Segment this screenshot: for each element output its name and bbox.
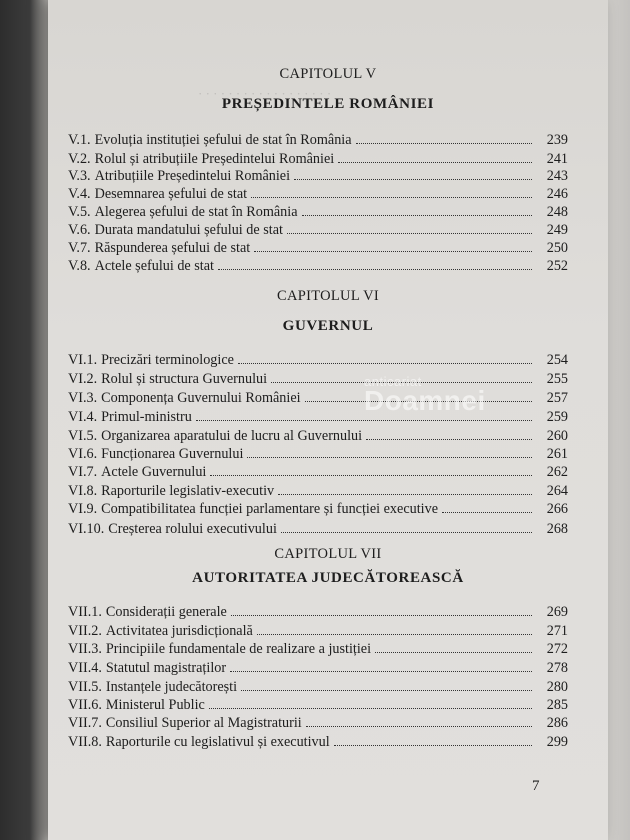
toc-entry-page: 261 — [546, 446, 568, 462]
toc-entry-number: VI.9. — [68, 501, 98, 517]
leader-dots — [334, 744, 532, 746]
toc-entry[interactable] — [68, 483, 568, 499]
toc-entry-title: Desemnarea șefului de stat — [94, 186, 248, 202]
toc-entry[interactable] — [68, 132, 568, 148]
toc-entry-number: VII.5. — [68, 679, 102, 695]
leader-dots — [338, 161, 532, 163]
toc-entry-number: VII.1. — [68, 604, 102, 620]
toc-entry-number: VI.6. — [68, 446, 98, 462]
toc-entry-page: 239 — [546, 132, 568, 148]
leader-dots — [287, 232, 532, 234]
toc-entry-title: Componența Guvernului României — [101, 390, 301, 406]
chapter-number: CAPITOLUL V — [279, 66, 377, 82]
toc-entry-page: 266 — [546, 501, 568, 517]
leader-dots — [442, 511, 532, 513]
toc-entry-number: V.1. — [68, 132, 91, 148]
toc-entry-number: VII.6. — [68, 697, 102, 713]
toc-entry-page: 254 — [546, 352, 568, 368]
leader-dots — [218, 268, 532, 270]
toc-entry-title: Statutul magistraților — [105, 660, 227, 676]
toc-entry-page: 272 — [546, 641, 568, 657]
watermark-logo — [364, 374, 486, 417]
chapter-title: PREȘEDINTELE ROMÂNIEI — [221, 96, 435, 112]
bleed-through-text: · · · · · · · · · · · · · · · · · · — [198, 86, 332, 101]
leader-dots — [294, 178, 532, 180]
leader-dots — [251, 196, 532, 198]
toc-entry-title: Primul-ministru — [101, 409, 192, 425]
toc-entry[interactable] — [68, 168, 568, 184]
toc-entry-number: V.3. — [68, 168, 91, 184]
toc-entry[interactable] — [68, 715, 568, 731]
toc-entry-page: 271 — [546, 623, 568, 639]
toc-entry-number: VI.10. — [68, 521, 105, 537]
toc-entry-title: Evoluția instituției șefului de stat în România — [94, 132, 352, 148]
toc-entry-title: Instanțele judecătorești — [105, 679, 238, 695]
leader-dots — [238, 362, 532, 364]
toc-entry[interactable] — [68, 734, 568, 750]
toc-entry-title: Atribuțiile Președintelui României — [94, 168, 291, 184]
leader-dots — [196, 419, 532, 421]
book-page — [48, 0, 608, 840]
toc-entry[interactable] — [68, 409, 568, 425]
toc-entry-title: Rolul și atribuțiile Președintelui României — [94, 151, 335, 167]
toc-entry-number: VI.7. — [68, 464, 98, 480]
page-number: 7 — [532, 778, 540, 794]
toc-entry-page: 280 — [546, 679, 568, 695]
toc-entry-title: Răspunderea șefului de stat — [94, 240, 251, 256]
chapter-title: GUVERNUL — [282, 318, 374, 334]
leader-dots — [241, 689, 532, 691]
toc-entry[interactable] — [68, 464, 568, 480]
toc-entry-number: VI.3. — [68, 390, 98, 406]
toc-entry-number: V.6. — [68, 222, 91, 238]
toc-entry-title: Actele șefului de stat — [94, 258, 214, 274]
toc-entry-title: Durata mandatului șefului de stat — [94, 222, 283, 238]
toc-entry[interactable] — [68, 204, 568, 220]
chapter-number: CAPITOLUL VII — [274, 546, 382, 562]
toc-entry-page: 268 — [546, 521, 568, 537]
leader-dots — [231, 614, 532, 616]
watermark-top-text: anticariat — [364, 374, 422, 389]
toc-entry-number: V.4. — [68, 186, 91, 202]
leader-dots — [356, 142, 532, 144]
toc-entry-number: VI.2. — [68, 371, 98, 387]
leader-dots — [281, 531, 532, 533]
leader-dots — [278, 493, 532, 495]
toc-entry[interactable] — [68, 371, 568, 387]
toc-entry-page: 248 — [546, 204, 568, 220]
toc-entry-title: Alegerea șefului de stat în România — [94, 204, 298, 220]
toc-entry-title: Rolul și structura Guvernului — [101, 371, 268, 387]
toc-entry-number: VII.4. — [68, 660, 102, 676]
toc-entry[interactable] — [68, 240, 568, 256]
toc-entry-page: 252 — [546, 258, 568, 274]
toc-entry[interactable] — [68, 222, 568, 238]
toc-entry-title: Precizări terminologice — [101, 352, 234, 368]
leader-dots — [306, 725, 532, 727]
toc-entry-page: 246 — [546, 186, 568, 202]
toc-entry[interactable] — [68, 428, 568, 444]
leader-dots — [375, 651, 532, 653]
toc-entry-number: V.7. — [68, 240, 91, 256]
toc-entry-title: Considerații generale — [105, 604, 227, 620]
watermark-main-text: Doamnei — [364, 385, 486, 416]
toc-entry[interactable] — [68, 390, 568, 406]
toc-entry-number: VI.1. — [68, 352, 98, 368]
leader-dots — [257, 633, 532, 635]
toc-entry-page: 285 — [546, 697, 568, 713]
toc-entry-page: 250 — [546, 240, 568, 256]
toc-entry[interactable] — [68, 186, 568, 202]
toc-entry-title: Raporturile legislativ-executiv — [101, 483, 275, 499]
toc-entry-title: Funcționarea Guvernului — [101, 446, 244, 462]
toc-entry-title: Consiliul Superior al Magistraturii — [105, 715, 302, 731]
toc-entry[interactable] — [68, 697, 568, 713]
toc-entry-number: VI.5. — [68, 428, 98, 444]
toc-entry-title: Actele Guvernului — [101, 464, 207, 480]
toc-entry-page: 257 — [546, 390, 568, 406]
toc-entry[interactable] — [68, 151, 568, 167]
toc-entry[interactable] — [68, 258, 568, 274]
toc-entry-number: V.8. — [68, 258, 91, 274]
toc-entry[interactable] — [68, 623, 568, 639]
chapter-number: CAPITOLUL VI — [276, 288, 379, 304]
toc-entry-number: VII.8. — [68, 734, 102, 750]
toc-entry[interactable] — [68, 679, 568, 695]
toc-entry-page: 260 — [546, 428, 568, 444]
toc-entry-number: VI.4. — [68, 409, 98, 425]
toc-entry-page: 299 — [546, 734, 568, 750]
toc-entry[interactable] — [68, 446, 568, 462]
leader-dots — [209, 707, 532, 709]
toc-entry-page: 286 — [546, 715, 568, 731]
toc-entry-title: Principiile fundamentale de realizare a justiției — [105, 641, 372, 657]
toc-entry-page: 269 — [546, 604, 568, 620]
toc-entry-page: 249 — [546, 222, 568, 238]
leader-dots — [247, 456, 532, 458]
toc-entry-page: 243 — [546, 168, 568, 184]
toc-entry[interactable] — [68, 641, 568, 657]
leader-dots — [230, 670, 532, 672]
leader-dots — [366, 438, 532, 440]
toc-entry-page: 259 — [546, 409, 568, 425]
toc-entry-page: 262 — [546, 464, 568, 480]
toc-entry-number: V.2. — [68, 151, 91, 167]
toc-entry-number: VII.3. — [68, 641, 102, 657]
toc-entry-number: V.5. — [68, 204, 91, 220]
toc-entry-title: Activitatea jurisdicțională — [105, 623, 253, 639]
leader-dots — [210, 474, 532, 476]
toc-entry-page: 255 — [546, 371, 568, 387]
toc-entry[interactable] — [68, 660, 568, 676]
toc-entry-page: 264 — [546, 483, 568, 499]
toc-entry-number: VII.2. — [68, 623, 102, 639]
toc-entry-title: Compatibilitatea funcției parlamentare și funcției executive — [101, 501, 438, 517]
toc-entry-page: 278 — [546, 660, 568, 676]
toc-entry-number: VII.7. — [68, 715, 102, 731]
toc-entry-title: Ministerul Public — [105, 697, 205, 713]
toc-entry-page: 241 — [546, 151, 568, 167]
leader-dots — [254, 250, 532, 252]
chapter-title: AUTORITATEA JUDECĂTOREASCĂ — [192, 570, 464, 586]
toc-entry-title: Creșterea rolului executivului — [108, 521, 277, 537]
leader-dots — [302, 214, 532, 216]
toc-entry-title: Organizarea aparatului de lucru al Guvernului — [101, 428, 363, 444]
toc-entry-title: Raporturile cu legislativul și executivul — [105, 734, 330, 750]
toc-entry[interactable] — [68, 501, 568, 517]
toc-entry[interactable] — [68, 521, 568, 537]
toc-entry-number: VI.8. — [68, 483, 98, 499]
toc-entry[interactable] — [68, 352, 568, 368]
toc-entry[interactable] — [68, 604, 568, 620]
